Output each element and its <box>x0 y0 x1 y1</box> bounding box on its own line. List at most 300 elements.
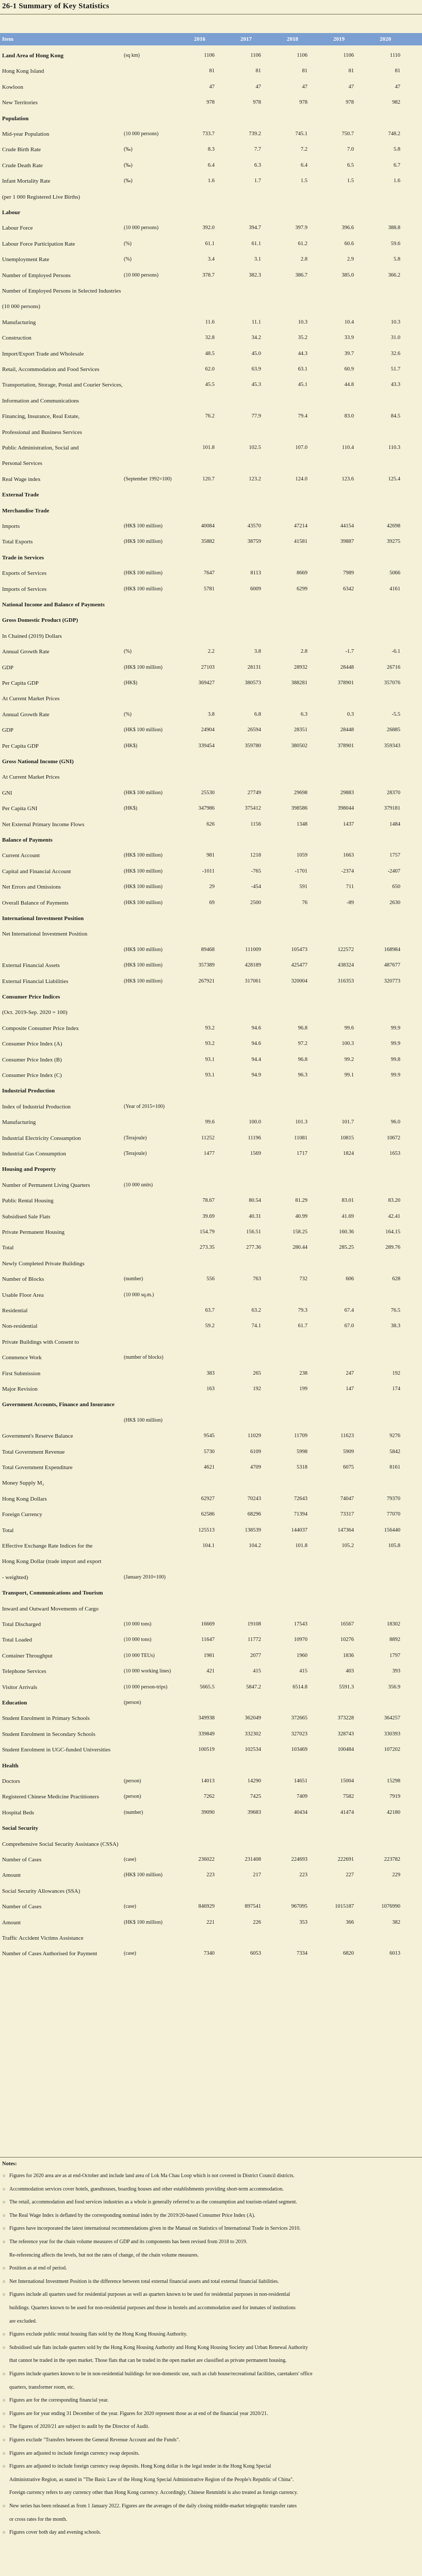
cell-2020: 110.3 <box>388 445 400 450</box>
row-label: Manufacturing <box>2 319 36 326</box>
cell-2019: 6075 <box>343 1464 354 1470</box>
cell-2018: 238 <box>299 1370 307 1376</box>
note-marker-icon: ○ <box>3 2530 6 2535</box>
row-label: Newly Completed Private Buildings <box>2 1260 85 1267</box>
cell-2017: 8113 <box>250 570 261 576</box>
row-unit: (10 000 TEUs) <box>124 1652 155 1659</box>
cell-2017: 362049 <box>245 1715 261 1721</box>
note-item <box>3 2186 417 2193</box>
table-row <box>0 364 422 375</box>
row-label: GDP <box>2 664 14 671</box>
cell-2020: 28370 <box>386 790 400 796</box>
cell-2018: 353 <box>299 1919 307 1925</box>
cell-2020: 7919 <box>389 1794 400 1800</box>
cell-2016: 5781 <box>204 586 215 592</box>
row-label: Construction <box>2 335 31 342</box>
row-label: Student Enrolment in UGC-funded Universities <box>2 1747 111 1753</box>
table-row <box>0 1180 422 1190</box>
row-label: Number of Permanent Living Quarters <box>2 1182 90 1188</box>
row-unit: (HK$) <box>124 743 138 749</box>
cell-2017: 6009 <box>250 586 261 592</box>
row-label: Transportation, Storage, Postal and Courier Services, <box>2 382 123 389</box>
table-row <box>0 710 422 720</box>
cell-2017: 11029 <box>248 1433 261 1439</box>
table-row <box>0 1541 422 1551</box>
row-unit: (HK$ 100 million) <box>124 790 163 796</box>
note-text: Figures for 2020 area are as at end-October and include land area of Lok Ma Chau Loop which is not covered in District Council districts. <box>9 2173 295 2179</box>
cell-2019: 1015187 <box>335 1904 354 1910</box>
header-year-2018: 2018 <box>287 36 298 42</box>
cell-2016: 6.4 <box>207 162 215 168</box>
row-unit: (%) <box>124 711 132 717</box>
table-row <box>0 1635 422 1645</box>
cell-2016: 7262 <box>204 1794 215 1800</box>
table-row <box>0 1494 422 1504</box>
table-row <box>0 1870 422 1880</box>
section-heading-row <box>0 1823 422 1833</box>
table-row <box>0 176 422 186</box>
note-text: Subsidised sale flats include quarters sold by the Hong Kong Housing Authority and Hong Kong Housing Society and Urban Renewal Authority <box>9 2344 308 2350</box>
table-row <box>0 1274 422 1284</box>
cell-2018: 76 <box>302 899 307 906</box>
cell-2017: 27749 <box>247 790 261 796</box>
cell-2017: 6.3 <box>254 162 261 168</box>
cell-2019: -2374 <box>341 868 354 874</box>
cell-2020: 105.8 <box>388 1543 400 1549</box>
note-text: quarters, transformer room, etc. <box>9 2384 75 2390</box>
cell-2016: 63.7 <box>205 1308 215 1313</box>
cell-2017: 217 <box>253 1872 261 1878</box>
cell-2020: 156440 <box>384 1527 400 1533</box>
row-label: Labour <box>2 210 21 216</box>
row-unit: (HK$ 100 million) <box>124 1872 163 1878</box>
cell-2018: 320004 <box>291 978 307 984</box>
cell-2018: 79.3 <box>298 1308 307 1313</box>
table-row <box>0 317 422 328</box>
note-marker-icon: ○ <box>3 2410 6 2416</box>
section-heading-row <box>0 1399 422 1410</box>
note-item <box>3 2172 417 2179</box>
note-text: Figures exclude "Transfers between the General Revenue Account and the Funds". <box>9 2437 180 2443</box>
row-unit: (%) <box>124 256 132 263</box>
cell-2017: 68296 <box>247 1511 261 1518</box>
cell-2018: 97.2 <box>298 1041 307 1047</box>
table-row <box>0 929 422 939</box>
note-item <box>3 2529 417 2536</box>
cell-2019: 378901 <box>337 743 354 749</box>
cell-2019: 81 <box>348 68 354 74</box>
cell-2016: 978 <box>206 100 215 106</box>
cell-2018: 7.2 <box>300 147 307 153</box>
row-label: Amount <box>2 1872 21 1879</box>
cell-2017: -454 <box>251 884 261 890</box>
cell-2016: 3.8 <box>207 711 215 717</box>
row-label: Infant Mortality Rate <box>2 178 51 185</box>
cell-2020: 1757 <box>389 852 400 859</box>
row-unit: (HK$ 100 million) <box>124 664 163 670</box>
row-label: GDP <box>2 727 14 734</box>
table-row <box>0 66 422 76</box>
table-row <box>0 1556 422 1567</box>
note-text: Figures are adjusted to include foreign currency swap deposits. Hong Kong dollar is the legal tender in the Hong Kong Special <box>9 2464 271 2470</box>
table-row <box>0 1117 422 1128</box>
cell-2020: 1.6 <box>393 178 400 184</box>
row-label: Labour Force <box>2 225 33 232</box>
row-unit: (Year of 2015=100) <box>124 1103 165 1109</box>
row-label: Total <box>2 1245 14 1251</box>
cell-2017: 2500 <box>250 899 261 906</box>
cell-2017: 2077 <box>250 1652 261 1659</box>
note-marker-icon: ○ <box>3 2226 6 2231</box>
cell-2019: 711 <box>346 884 354 890</box>
table-row <box>0 772 422 782</box>
row-label: Personal Services <box>2 460 42 467</box>
table-row <box>0 1055 422 1065</box>
cell-2019: 1.5 <box>347 178 354 184</box>
row-unit: (September 1992=100) <box>124 476 172 482</box>
cell-2017: 359780 <box>245 743 261 749</box>
cell-2018: 6.4 <box>300 162 307 168</box>
cell-2017: 6053 <box>250 1951 261 1957</box>
cell-2018: 47214 <box>294 523 307 529</box>
table-header <box>0 33 422 45</box>
cell-2018: 11081 <box>294 1135 307 1141</box>
row-label: Imports <box>2 523 20 529</box>
cell-2017: 100.0 <box>249 1119 261 1125</box>
cell-2016: 11.6 <box>205 319 215 325</box>
cell-2020: 76.5 <box>391 1308 400 1313</box>
cell-2016: 7647 <box>204 570 215 576</box>
cell-2020: 42180 <box>386 1809 400 1815</box>
row-unit: (HK$ 100 million) <box>124 523 163 529</box>
cell-2016: 154.79 <box>200 1229 215 1235</box>
cell-2017: 80.54 <box>249 1198 261 1204</box>
row-label: At Current Market Prices <box>2 696 60 702</box>
cell-2019: 6.5 <box>347 162 354 168</box>
table-row <box>0 1039 422 1049</box>
cell-2017: 39683 <box>247 1809 261 1815</box>
cell-2020: 51.7 <box>391 366 400 372</box>
table-row <box>0 458 422 469</box>
table-row <box>0 1337 422 1347</box>
cell-2019: 123.6 <box>342 476 354 482</box>
cell-2020: 8892 <box>389 1637 400 1643</box>
cell-2018: 1059 <box>297 852 307 859</box>
row-unit: (10 000 person-trips) <box>124 1684 168 1690</box>
cell-2019: 1663 <box>343 852 354 859</box>
row-unit: (HK$ 100 million) <box>124 962 163 969</box>
cell-2019: 44.8 <box>344 382 354 388</box>
cell-2018: 745.1 <box>295 131 307 137</box>
table-row <box>0 1525 422 1536</box>
row-label: Total <box>2 1527 14 1534</box>
note-item <box>3 2437 417 2443</box>
cell-2019: 0.3 <box>347 711 354 717</box>
cell-2019: 100.3 <box>342 1041 354 1047</box>
row-label: Consumer Price Index (C) <box>2 1072 62 1078</box>
cell-2019: 44154 <box>340 523 354 529</box>
row-label: Number of Cases Authorised for Payment <box>2 1951 98 1957</box>
cell-2019: 6820 <box>343 1951 354 1957</box>
cell-2019: 403 <box>346 1668 354 1675</box>
cell-2016: 223 <box>206 1872 215 1878</box>
table-row <box>0 1023 422 1034</box>
section-heading-row <box>0 1698 422 1708</box>
table-row <box>0 301 422 312</box>
cell-2016: 7340 <box>204 1951 215 1957</box>
cell-2019: 978 <box>346 100 354 106</box>
cell-2018: 44.3 <box>298 350 307 357</box>
cell-2018: 107.0 <box>295 445 307 450</box>
row-label: Telephone Services <box>2 1668 46 1675</box>
table-row <box>0 976 422 987</box>
row-unit: (HK$ 100 million) <box>124 586 163 592</box>
table-row <box>0 160 422 171</box>
table-row <box>0 898 422 908</box>
cell-2017: 45.3 <box>251 382 261 388</box>
row-label: Hospital Beds <box>2 1809 35 1816</box>
cell-2016: 76.2 <box>205 413 215 420</box>
cell-2017: 74.1 <box>251 1323 261 1329</box>
cell-2016: 16669 <box>201 1621 215 1627</box>
cell-2019: 83.01 <box>342 1198 354 1204</box>
table-row <box>0 1902 422 1912</box>
cell-2018: 40434 <box>294 1809 307 1815</box>
cell-2017: 14290 <box>247 1778 261 1784</box>
row-label: Visitor Arrivals <box>2 1684 38 1691</box>
cell-2016: 89468 <box>201 946 215 953</box>
table-row <box>0 1431 422 1441</box>
note-text: The Real Wage Index is deflated by the corresponding nominal index by the 2019/20-based Consumer Price Index (A). <box>9 2212 255 2218</box>
table-row <box>0 1306 422 1316</box>
table-row <box>0 129 422 139</box>
row-label: Capital and Financial Account <box>2 868 71 875</box>
cell-2019: 29883 <box>340 790 354 796</box>
cell-2016: 101.8 <box>202 445 215 450</box>
row-unit: (10 000 sq.m.) <box>124 1292 154 1298</box>
note-item <box>3 2503 417 2509</box>
row-label: Merchandise Trade <box>2 507 50 514</box>
table-row <box>0 1745 422 1755</box>
cell-2019: 99.1 <box>344 1072 354 1078</box>
row-label: Total Government Expenditure <box>2 1464 73 1471</box>
cell-2019: 7.0 <box>347 147 354 153</box>
notes-title: Notes: <box>2 2161 17 2167</box>
cell-2020: 32.6 <box>391 350 400 357</box>
cell-2016: 339849 <box>198 1731 215 1737</box>
cell-2018: 10970 <box>294 1637 307 1643</box>
cell-2020: 357076 <box>384 680 400 686</box>
table-row <box>0 1102 422 1112</box>
row-unit: (number) <box>124 1809 143 1815</box>
section-heading-row <box>0 913 422 924</box>
note-text: Foreign currency refers to any currency other than Hong Kong currency. Accordingly, Chinese Renminbi is also treated as foreign currency. <box>9 2490 298 2496</box>
note-text: Figures include quarters known to be in non-residential buildings for non-domestic use, such as club house/recreational facilities, caretakers' office <box>9 2371 313 2377</box>
cell-2017: 81 <box>255 68 261 74</box>
cell-2020: 81 <box>395 68 400 74</box>
table-row <box>0 1808 422 1818</box>
cell-2016: 369427 <box>198 680 215 686</box>
table-row <box>0 443 422 453</box>
table-row <box>0 144 422 155</box>
cell-2016: 846929 <box>198 1904 215 1910</box>
note-item <box>3 2371 417 2377</box>
note-item <box>3 2199 417 2205</box>
cell-2020: 1797 <box>389 1652 400 1659</box>
cell-2016: -1011 <box>202 868 215 874</box>
cell-2016: 48.5 <box>205 350 215 357</box>
table-row <box>0 568 422 578</box>
cell-2017: 375412 <box>245 806 261 812</box>
note-item <box>3 2463 417 2470</box>
cell-2017: 94.6 <box>251 1025 261 1031</box>
cell-2017: 61.1 <box>251 240 261 247</box>
note-marker-icon: ○ <box>3 2344 6 2350</box>
cell-2016: 339454 <box>198 743 215 749</box>
table-row <box>0 1196 422 1206</box>
cell-2020: 125.4 <box>388 476 400 482</box>
cell-2018: 81 <box>302 68 307 74</box>
row-label: External Financial Assets <box>2 962 60 969</box>
table-row <box>0 1839 422 1849</box>
cell-2016: 104.1 <box>202 1543 215 1549</box>
cell-2017: 102534 <box>245 1747 261 1753</box>
cell-2020: 9276 <box>389 1433 400 1439</box>
cell-2020: 628 <box>392 1276 400 1282</box>
cell-2020: 330393 <box>384 1731 400 1737</box>
table-row <box>0 647 422 657</box>
cell-2017: 763 <box>253 1276 261 1282</box>
table-row <box>0 1384 422 1394</box>
row-label: Real Wage index <box>2 476 41 482</box>
cell-2016: 2.2 <box>207 649 215 655</box>
cell-2020: 59.6 <box>391 240 400 247</box>
row-label: Foreign Currency <box>2 1511 42 1518</box>
cell-2019: 73317 <box>340 1511 354 1518</box>
table-row <box>0 960 422 971</box>
table-row <box>0 1651 422 1661</box>
section-heading-row <box>0 1761 422 1771</box>
cell-2017: 7.7 <box>254 147 261 153</box>
cell-2019: 99.2 <box>344 1056 354 1062</box>
row-label: Net International Investment Position <box>2 931 88 938</box>
row-label: Composite Consumer Price Index <box>2 1025 79 1032</box>
row-label: Industrial Gas Consumption <box>2 1151 67 1157</box>
cell-2016: 125513 <box>198 1527 215 1533</box>
cell-2016: 1.6 <box>207 178 215 184</box>
row-label: Retail, Accommodation and Food Services <box>2 366 100 373</box>
cell-2020: 26885 <box>386 727 400 733</box>
cell-2018: 10.3 <box>298 319 307 325</box>
row-unit: (10 000 tons) <box>124 1637 152 1643</box>
cell-2020: 379181 <box>384 806 400 812</box>
cell-2020: 6.7 <box>393 162 400 168</box>
row-label: National Income and Balance of Payments <box>2 602 105 608</box>
row-label: Crude Birth Rate <box>2 147 41 153</box>
table-row <box>0 1353 422 1363</box>
cell-2020: 107202 <box>384 1747 400 1753</box>
cell-2019: 147 <box>346 1386 354 1392</box>
cell-2019: 606 <box>346 1276 354 1282</box>
row-label: Non-residential <box>2 1323 38 1330</box>
row-label: Industrial Production <box>2 1088 55 1094</box>
table-row <box>0 223 422 233</box>
cell-2020: 42698 <box>386 523 400 529</box>
cell-2018: 591 <box>299 884 307 890</box>
cell-2017: 28131 <box>247 664 261 670</box>
cell-2018: 199 <box>299 1386 307 1392</box>
table-row <box>0 663 422 673</box>
cell-2017: 94.9 <box>251 1072 261 1078</box>
section-heading-row <box>0 615 422 625</box>
cell-2016: 47 <box>209 84 215 90</box>
cell-2017: 94.6 <box>251 1041 261 1047</box>
cell-2019: 60.9 <box>344 366 354 372</box>
cell-2016: 40084 <box>201 523 215 529</box>
cell-2017: 63.9 <box>251 366 261 372</box>
cell-2016: 93.2 <box>205 1041 215 1047</box>
cell-2016: 383 <box>206 1370 215 1376</box>
cell-2017: 1156 <box>250 821 261 827</box>
cell-2016: 5665.5 <box>200 1684 215 1690</box>
note-text: Figures are adjusted to include foreign currency swap deposits. <box>9 2450 140 2456</box>
cell-2017: 94.4 <box>251 1056 261 1062</box>
cell-2018: 61.7 <box>298 1323 307 1329</box>
cell-2018: 17543 <box>294 1621 307 1627</box>
note-text: Figures are for year ending 31 December of the year. Figures for 2020 represent those as at end of the financial year 2020/21. <box>9 2410 268 2417</box>
cell-2016: 78.67 <box>202 1198 215 1204</box>
cell-2020: 174 <box>392 1386 400 1392</box>
cell-2016: 35882 <box>201 539 215 545</box>
row-label: Imports of Services <box>2 586 47 592</box>
cell-2019: 7582 <box>343 1794 354 1800</box>
table-row <box>0 396 422 406</box>
cell-2020: 748.2 <box>388 131 400 137</box>
cell-2016: 93.1 <box>205 1056 215 1062</box>
row-label: Usable Floor Area <box>2 1292 44 1298</box>
cell-2018: 6.3 <box>300 711 307 717</box>
table-row <box>0 1509 422 1520</box>
cell-2018: 327023 <box>291 1731 307 1737</box>
note-item <box>9 2318 417 2325</box>
cell-2020: 1076990 <box>381 1904 400 1910</box>
row-unit: (HK$ 100 million) <box>124 899 163 906</box>
cell-2019: 101.7 <box>342 1119 354 1125</box>
cell-2016: 93.2 <box>205 1025 215 1031</box>
cell-2017: 739.2 <box>249 131 261 137</box>
cell-2018: 5998 <box>297 1448 307 1455</box>
row-label: Inward and Outward Movements of Cargo <box>2 1605 99 1612</box>
table-row <box>0 631 422 641</box>
cell-2017: 102.5 <box>249 445 261 450</box>
cell-2017: 34.2 <box>251 335 261 341</box>
note-item <box>3 2450 417 2457</box>
cell-2016: 29 <box>209 884 215 890</box>
cell-2019: 10.4 <box>344 319 354 325</box>
row-label: Gross Domestic Product (GDP) <box>2 617 78 624</box>
cell-2018: 101.3 <box>295 1119 307 1125</box>
row-unit: (%) <box>124 240 132 247</box>
cell-2018: 105473 <box>291 946 307 953</box>
cell-2017: 156.51 <box>246 1229 261 1235</box>
cell-2019: 28448 <box>340 727 354 733</box>
cell-2018: 96.3 <box>298 1072 307 1078</box>
table-row <box>0 1007 422 1018</box>
cell-2018: 71394 <box>294 1511 307 1518</box>
table-row <box>0 1666 422 1677</box>
cell-2020: 10.3 <box>391 319 400 325</box>
table-row <box>0 788 422 798</box>
